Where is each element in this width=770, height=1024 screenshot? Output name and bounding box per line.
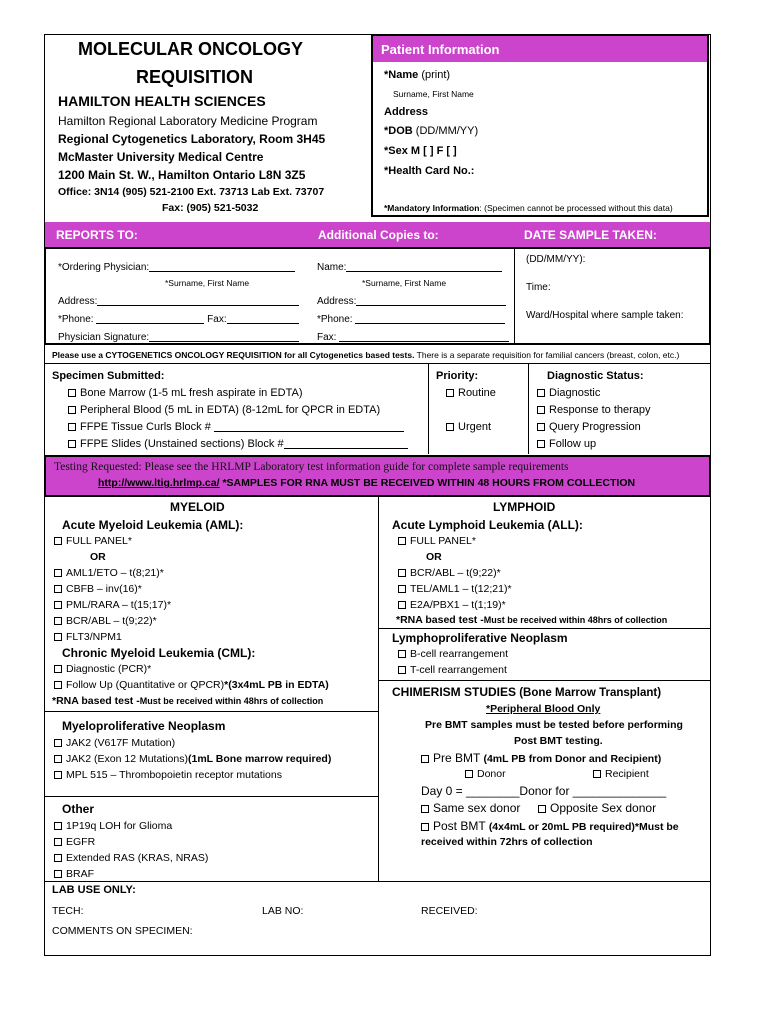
aml-full-panel[interactable] (54, 535, 132, 547)
post-bmt-volume: (4x4mL or 20mL PB required)*Must be (488, 821, 679, 833)
checkbox-icon[interactable] (537, 423, 545, 431)
mpn-option-label: JAK2 (V617F Mutation) (66, 737, 176, 749)
pre-bmt-volume: (4mL PB from Donor and Recipient) (483, 753, 662, 765)
jak2-volume: (1mL Bone marrow required) (187, 753, 332, 765)
physician-signature-field[interactable] (58, 332, 299, 343)
post-bmt-option[interactable] (421, 819, 679, 833)
all-option[interactable] (398, 583, 512, 595)
myeloid-heading: MYELOID (170, 500, 225, 514)
copy-address-field[interactable] (317, 296, 506, 307)
cml-option[interactable] (54, 663, 151, 675)
rna-warning: *SAMPLES FOR RNA MUST BE RECEIVED WITHIN 48 HOURS FROM COLLECTION (219, 477, 636, 489)
testing-link-line (98, 477, 635, 489)
checkbox-icon[interactable] (68, 440, 76, 448)
checkbox-icon[interactable] (54, 755, 62, 763)
mpn-option[interactable] (54, 753, 331, 765)
lymphoid-rna-note (396, 614, 667, 626)
org-name: HAMILTON HEALTH SCIENCES (58, 93, 266, 109)
other-option[interactable] (54, 868, 94, 880)
mpn-option-label: MPL 515 – Thrombopoietin receptor mutations (66, 769, 282, 781)
checkbox-icon[interactable] (446, 389, 454, 397)
diagnostic-heading: Diagnostic Status: (547, 370, 644, 382)
checkbox-icon[interactable] (465, 770, 473, 778)
priority-routine-label: Routine (458, 387, 496, 399)
day0-field[interactable]: Day 0 = ________Donor for ______________ (421, 784, 667, 798)
checkbox-icon[interactable] (537, 389, 545, 397)
lab-use-heading: LAB USE ONLY: (52, 884, 136, 896)
myeloid-lymphoid-divider (378, 497, 379, 882)
same-sex-label: Same sex donor (433, 801, 521, 815)
priority-routine[interactable] (446, 387, 496, 399)
checkbox-icon[interactable] (68, 423, 76, 431)
copy-phone-label: *Phone: (317, 314, 353, 325)
rule (44, 363, 711, 364)
opposite-sex-label: Opposite Sex donor (550, 801, 657, 815)
specimen-item-label: Peripheral Blood (5 mL in EDTA) (8-12mL for QPCR in EDTA) (80, 404, 381, 416)
aml-option-label: BCR/ABL – t(9;22)* (66, 615, 157, 627)
copy-address-label: Address: (317, 296, 357, 307)
checkbox-icon[interactable] (54, 838, 62, 846)
diagnostic-option[interactable] (537, 421, 641, 433)
cml-volume: *(3x4mL PB in EDTA) (224, 679, 329, 691)
other-option-label: BRAF (66, 868, 95, 880)
physician-phone-label: *Phone: (58, 314, 94, 325)
patient-sex-field[interactable]: *Sex M [ ] F [ ] (384, 145, 457, 157)
date-field[interactable]: (DD/MM/YY): (526, 254, 586, 265)
recipient-label: Recipient (605, 768, 649, 780)
checkbox-icon[interactable] (537, 406, 545, 414)
priority-urgent[interactable] (446, 421, 491, 433)
patient-name-sub: Surname, First Name (393, 89, 474, 99)
specimen-bone-marrow[interactable] (68, 387, 303, 399)
checkbox-icon[interactable] (54, 633, 62, 641)
pre-bmt-option[interactable] (421, 751, 661, 765)
aml-option[interactable] (54, 599, 171, 611)
copy-fax-label: Fax: (317, 332, 337, 343)
diagnostic-label: Query Progression (549, 421, 641, 433)
aml-option-label: FLT3/NPM1 (66, 631, 122, 643)
all-full-panel[interactable] (398, 535, 476, 547)
patient-address-field[interactable]: Address (384, 106, 429, 118)
copy-name-field[interactable] (317, 262, 502, 273)
rna-note-label: *RNA based test - (396, 614, 484, 626)
lab-comments-field[interactable]: COMMENTS ON SPECIMEN: (52, 925, 193, 937)
time-field[interactable]: Time: (526, 282, 551, 293)
mpn-option[interactable] (54, 769, 282, 781)
checkbox-icon[interactable] (54, 739, 62, 747)
checkbox-icon[interactable] (398, 585, 406, 593)
all-option-label: TEL/AML1 – t(12;21)* (410, 583, 512, 595)
all-full-panel-label: FULL PANEL* (410, 535, 476, 547)
checkbox-icon[interactable] (54, 617, 62, 625)
physician-address-field[interactable] (58, 296, 299, 307)
diagnostic-option[interactable] (537, 404, 651, 416)
other-option[interactable] (54, 836, 95, 848)
patient-dob-hint: (DD/MM/YY) (415, 125, 479, 137)
reports-to-heading: REPORTS TO: (56, 228, 138, 242)
specimen-heading: Specimen Submitted: (52, 370, 165, 382)
copy-name-label: Name: (317, 262, 347, 273)
aml-option-label: AML1/ETO – t(8;21)* (66, 567, 164, 579)
physician-fax-label: Fax: (207, 314, 227, 325)
patient-health-card-field[interactable]: *Health Card No.: (384, 165, 475, 177)
lab-guide-link[interactable]: http://www.ltig.hrlmp.ca/ (98, 477, 220, 489)
mandatory-text: : (Specimen cannot be processed without this data) (479, 203, 673, 213)
other-option[interactable] (54, 852, 208, 864)
pre-bmt-note-1: Pre BMT samples must be tested before performing (425, 719, 683, 731)
checkbox-icon[interactable] (68, 389, 76, 397)
diagnostic-option[interactable] (537, 387, 600, 399)
patient-info-heading: Patient Information (381, 42, 500, 57)
donor-option[interactable] (465, 768, 506, 780)
mpn-heading: Myeloproliferative Neoplasm (62, 719, 226, 733)
checkbox-icon[interactable] (54, 569, 62, 577)
checkbox-icon[interactable] (398, 650, 406, 658)
other-option[interactable] (54, 820, 172, 832)
copies-heading: Additional Copies to: (318, 228, 439, 242)
all-option[interactable] (398, 599, 506, 611)
aml-option[interactable] (54, 615, 157, 627)
rule (379, 680, 710, 681)
chimerism-title: CHIMERISM STUDIES (392, 685, 517, 699)
physician-address-label: Address: (58, 296, 98, 307)
checkbox-icon[interactable] (54, 585, 62, 593)
myeloid-rna-note (52, 695, 323, 707)
other-option-label: Extended RAS (KRAS, NRAS) (66, 852, 209, 864)
org-program: Hamilton Regional Laboratory Medicine Program (58, 114, 318, 128)
diagnostic-label: Follow up (549, 438, 597, 450)
copy-name-sub: *Surname, First Name (362, 278, 447, 288)
other-option-label: EGFR (66, 836, 96, 848)
lpn-option[interactable] (398, 648, 508, 660)
physician-signature-label: Physician Signature: (58, 332, 150, 343)
specimen-item-label: FFPE Slides (Unstained sections) Block # (80, 438, 284, 450)
cml-option-label: Diagnostic (PCR)* (66, 663, 152, 675)
chimerism-sub: (Bone Marrow Transplant) (516, 687, 662, 699)
org-office: Office: 3N14 (905) 521-2100 Ext. 73713 Lab Ext. 73707 (58, 186, 325, 198)
checkbox-icon[interactable] (446, 423, 454, 431)
checkbox-icon[interactable] (538, 805, 546, 813)
notice-rest: There is a separate requisition for familial cancers (breast, colon, etc.) (414, 350, 680, 360)
physician-phone-field[interactable] (58, 314, 299, 325)
mpn-option[interactable] (54, 737, 175, 749)
cml-option[interactable] (54, 679, 329, 691)
priority-urgent-label: Urgent (458, 421, 492, 433)
col-divider-1 (428, 364, 429, 454)
col-divider-2 (528, 364, 529, 454)
aml-option[interactable] (54, 631, 122, 643)
opposite-sex-option[interactable] (538, 801, 656, 815)
priority-heading: Priority: (436, 370, 479, 382)
post-bmt-label: Post BMT (433, 819, 486, 833)
aml-option[interactable] (54, 567, 164, 579)
lpn-option-label: B-cell rearrangement (410, 648, 509, 660)
org-centre: McMaster University Medical Centre (58, 150, 264, 164)
specimen-peripheral-blood[interactable] (68, 404, 380, 416)
cml-heading: Chronic Myeloid Leukemia (CML): (62, 646, 256, 660)
same-sex-option[interactable] (421, 801, 520, 815)
lab-received-field[interactable]: RECEIVED: (421, 905, 478, 917)
checkbox-icon[interactable] (54, 854, 62, 862)
rule (379, 628, 710, 629)
patient-name-label: *Name (384, 69, 419, 81)
aml-heading: Acute Myeloid Leukemia (AML): (62, 518, 244, 532)
all-heading: Acute Lymphoid Leukemia (ALL): (392, 518, 583, 532)
lab-no-field[interactable]: LAB NO: (262, 905, 304, 917)
pb-only: *Peripheral Blood Only (486, 703, 601, 715)
specimen-item-label: Bone Marrow (1-5 mL fresh aspirate in EDTA) (80, 387, 303, 399)
mpn-option-label: JAK2 (Exon 12 Mutations) (66, 753, 188, 765)
rule (45, 711, 378, 712)
lpn-heading: Lymphoproliferative Neoplasm (392, 631, 568, 645)
rule (45, 796, 378, 797)
cml-option-label: Follow Up (Quantitative or QPCR) (66, 679, 225, 691)
checkbox-icon[interactable] (54, 601, 62, 609)
checkbox-icon[interactable] (398, 569, 406, 577)
mandatory-label: *Mandatory Information (384, 203, 480, 213)
ordering-physician-field[interactable] (58, 262, 295, 273)
all-or: OR (426, 551, 442, 563)
aml-option-label: PML/RARA – t(15;17)* (66, 599, 172, 611)
aml-option[interactable] (54, 583, 142, 595)
checkbox-icon[interactable] (54, 822, 62, 830)
ordering-physician-sub: *Surname, First Name (165, 278, 250, 288)
lpn-option[interactable] (398, 664, 507, 676)
diagnostic-label: Response to therapy (549, 404, 651, 416)
rna-note-label: *RNA based test - (52, 695, 140, 707)
form-title-line2: REQUISITION (136, 67, 254, 87)
checkbox-icon[interactable] (54, 681, 62, 689)
lab-tech-field[interactable]: TECH: (52, 905, 84, 917)
diagnostic-option[interactable] (537, 438, 596, 450)
specimen-ffpe-curls[interactable] (68, 421, 404, 433)
aml-or: OR (90, 551, 106, 563)
lymphoid-heading: LYMPHOID (493, 500, 556, 514)
diagnostic-label: Diagnostic (549, 387, 601, 399)
checkbox-icon[interactable] (54, 870, 62, 878)
patient-dob-label: *DOB (384, 125, 413, 137)
checkbox-icon[interactable] (593, 770, 601, 778)
reports-divider (514, 248, 515, 344)
checkbox-icon[interactable] (68, 406, 76, 414)
notice-bold: Please use a CYTOGENETICS ONCOLOGY REQUISITION for all Cytogenetics based tests. (52, 350, 415, 360)
checkbox-icon[interactable] (421, 823, 429, 831)
checkbox-icon[interactable] (54, 537, 62, 545)
checkbox-icon[interactable] (421, 805, 429, 813)
rule (44, 881, 711, 882)
other-option-label: 1P19q LOH for Glioma (66, 820, 173, 832)
ordering-physician-label: *Ordering Physician: (58, 262, 150, 273)
checkbox-icon[interactable] (54, 665, 62, 673)
org-address: 1200 Main St. W., Hamilton Ontario L8N 3Z5 (58, 168, 306, 182)
pre-bmt-note-2: Post BMT testing. (514, 735, 603, 747)
aml-full-panel-label: FULL PANEL* (66, 535, 132, 547)
aml-option-label: CBFB – inv(16)* (66, 583, 142, 595)
other-heading: Other (62, 802, 95, 816)
checkbox-icon[interactable] (537, 440, 545, 448)
checkbox-icon[interactable] (54, 771, 62, 779)
post-bmt-note: received within 72hrs of collection (421, 836, 593, 848)
org-lab: Regional Cytogenetics Laboratory, Room 3H45 (58, 132, 326, 146)
specimen-item-label: FFPE Tissue Curls Block # (80, 421, 211, 433)
patient-name-hint: (print) (421, 69, 451, 81)
org-fax: Fax: (905) 521-5032 (162, 202, 259, 214)
specimen-ffpe-slides[interactable] (68, 438, 408, 450)
lpn-option-label: T-cell rearrangement (410, 664, 507, 676)
copy-fax-field[interactable] (317, 332, 509, 343)
chimerism-heading (392, 685, 661, 699)
checkbox-icon[interactable] (398, 666, 406, 674)
checkbox-icon[interactable] (398, 601, 406, 609)
testing-requested-text: Testing Requested: Please see the HRLMP Laboratory test information guide for complete sample requirements (54, 461, 569, 473)
cytogenetics-notice (52, 350, 679, 360)
donor-label: Donor (477, 768, 506, 780)
rna-note-text: Must be received within 48hrs of collection (483, 615, 668, 625)
date-taken-heading: DATE SAMPLE TAKEN: (524, 228, 657, 242)
rna-note-text: Must be received within 48hrs of collection (139, 696, 324, 706)
all-option[interactable] (398, 567, 501, 579)
all-option-label: BCR/ABL – t(9;22)* (410, 567, 501, 579)
ward-field[interactable]: Ward/Hospital where sample taken: (526, 310, 684, 321)
copy-phone-field[interactable] (317, 314, 505, 325)
form-title-line1: MOLECULAR ONCOLOGY (78, 39, 303, 59)
recipient-option[interactable] (593, 768, 649, 780)
pre-bmt-label: Pre BMT (433, 751, 481, 765)
checkbox-icon[interactable] (421, 755, 429, 763)
all-option-label: E2A/PBX1 – t(1;19)* (410, 599, 506, 611)
checkbox-icon[interactable] (398, 537, 406, 545)
